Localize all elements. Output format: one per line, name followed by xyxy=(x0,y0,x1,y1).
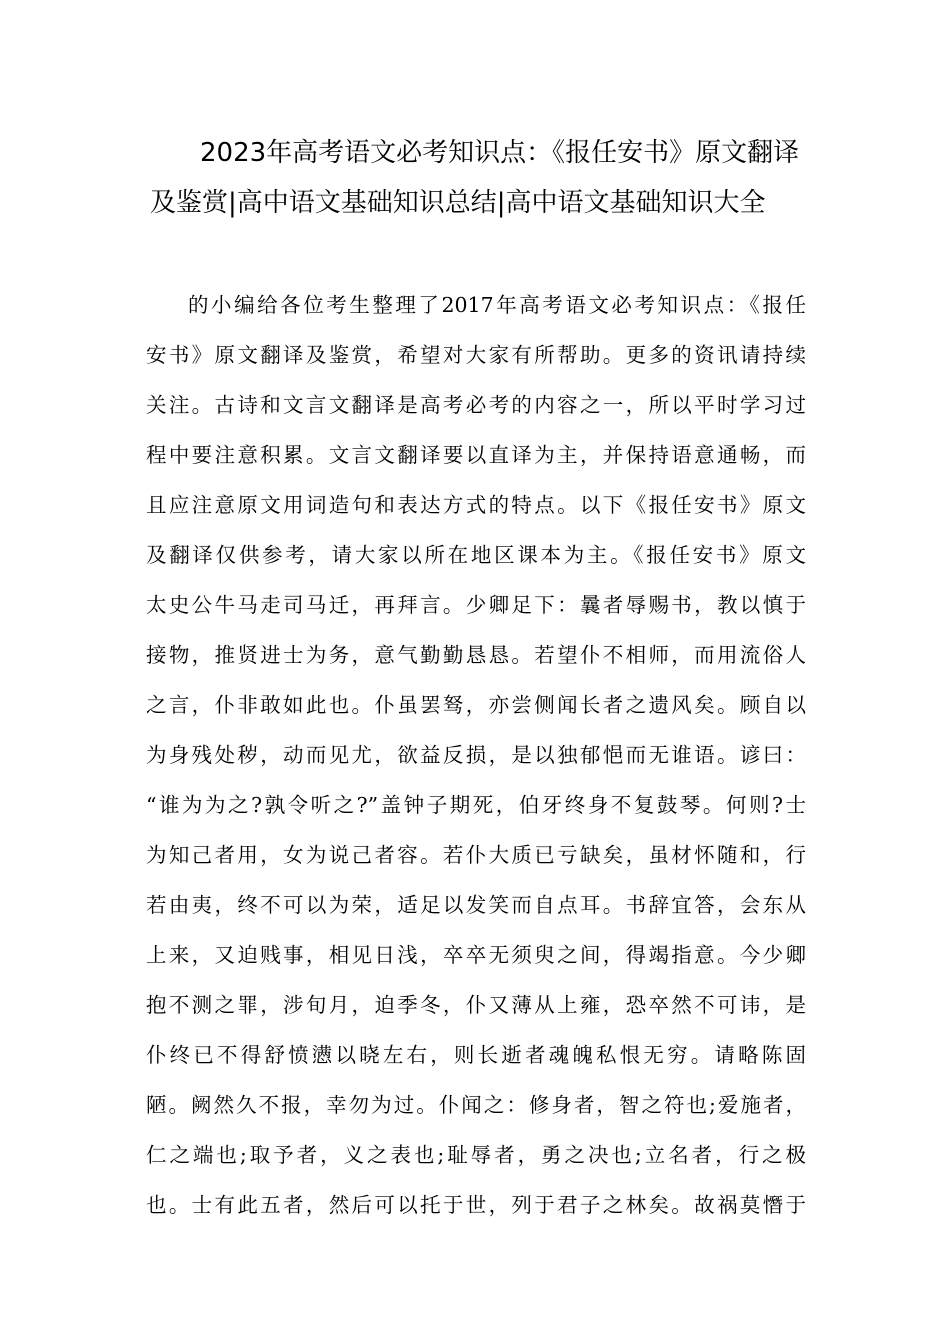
body-line: 太史公牛马走司马迁，再拜言。少卿足下：曩者辱赐书，教以慎于 xyxy=(146,593,806,617)
body-line: “谁为为之?孰令听之?”盖钟子期死，伯牙终身不复鼓琴。何则?士 xyxy=(146,793,806,817)
body-line: 程中要注意积累。文言文翻译要以直译为主，并保持语意通畅，而 xyxy=(146,443,806,467)
document-title: 2023年高考语文必考知识点：《报任安书》原文翻译及鉴赏|高中语文基础知识总结|高中语文基础知识大全 xyxy=(150,138,800,218)
body-line: 仁之端也;取予者，义之表也;耻辱者，勇之决也;立名者，行之极 xyxy=(146,1143,806,1167)
body-line: 也。士有此五者，然后可以托于世，列于君子之林矣。故祸莫憯于 xyxy=(146,1193,806,1217)
document-body xyxy=(146,280,806,1230)
body-line: 上来，又迫贱事，相见日浅，卒卒无须臾之间，得竭指意。今少卿 xyxy=(146,943,806,967)
body-line: 仆终已不得舒愤懑以晓左右，则长逝者魂魄私恨无穷。请略陈固 xyxy=(146,1043,806,1067)
body-line: 关注。古诗和文言文翻译是高考必考的内容之一，所以平时学习过 xyxy=(146,393,806,417)
body-line: 安书》原文翻译及鉴赏，希望对大家有所帮助。更多的资讯请持续 xyxy=(146,343,806,367)
body-line: 及翻译仅供参考，请大家以所在地区课本为主。《报任安书》原文 xyxy=(146,543,806,567)
body-line: 若由夷，终不可以为荣，适足以发笑而自点耳。书辞宜答，会东从 xyxy=(146,893,806,917)
body-line: 陋。阙然久不报，幸勿为过。仆闻之：修身者，智之符也;爱施者， xyxy=(146,1093,806,1117)
body-line: 且应注意原文用词造句和表达方式的特点。以下《报任安书》原文 xyxy=(146,493,806,517)
body-line: 为知己者用，女为说己者容。若仆大质已亏缺矣，虽材怀随和，行 xyxy=(146,843,806,867)
body-line: 接物，推贤进士为务，意气勤勤恳恳。若望仆不相师，而用流俗人 xyxy=(146,643,806,667)
body-line: 抱不测之罪，涉旬月，迫季冬，仆又薄从上雍，恐卒然不可讳，是 xyxy=(146,993,806,1017)
body-line: 为身残处秽，动而见尤，欲益反损，是以独郁悒而无谁语。谚曰： xyxy=(146,743,806,767)
body-line: 之言，仆非敢如此也。仆虽罢驽，亦尝侧闻长者之遗风矣。顾自以 xyxy=(146,693,806,717)
body-line: 的小编给各位考生整理了2017年高考语文必考知识点：《报任 xyxy=(188,293,806,317)
